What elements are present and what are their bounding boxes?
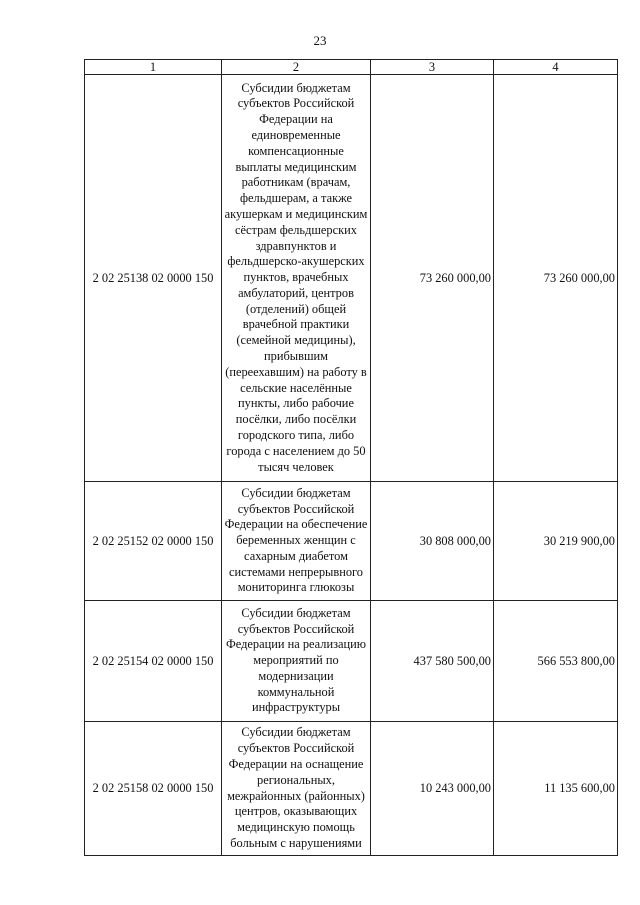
column-header-4: 4 (494, 60, 618, 75)
amount-column-3: 73 260 000,00 (371, 75, 494, 482)
amount-column-4: 30 219 900,00 (494, 482, 618, 601)
budget-code: 2 02 25158 02 0000 150 (85, 722, 222, 856)
budget-code: 2 02 25154 02 0000 150 (85, 601, 222, 722)
amount-column-4: 566 553 800,00 (494, 601, 618, 722)
budget-table (84, 59, 618, 856)
page-number: 23 (313, 33, 327, 48)
budget-code: 2 02 25152 02 0000 150 (85, 482, 222, 601)
table-row (85, 722, 618, 856)
column-header-1: 1 (85, 60, 222, 75)
table-row (85, 75, 618, 482)
subsidy-description: Субсидии бюджетам субъектов Российской Федерации на единовременные компенсационные выплаты медицинским работникам (врачам, фельдшерам, а также акушеркам и медицинским сёстрам фельдшерских здравпунктов и фельдшерско-акушерских пунктов, врачебных амбулаторий, центров (отделений) общей врачебной практики (семейной медицины), прибывшим (переехавшим) на работу в сельские населённые пункты, либо рабочие посёлки, либо посёлки городского типа, либо города с населением до 50 тысяч человек (222, 75, 371, 482)
table-row (85, 482, 618, 601)
column-header-3: 3 (371, 60, 494, 75)
subsidy-description: Субсидии бюджетам субъектов Российской Федерации на реализацию мероприятий по модернизации коммунальной инфраструктуры (222, 601, 371, 722)
amount-column-3: 437 580 500,00 (371, 601, 494, 722)
budget-code: 2 02 25138 02 0000 150 (85, 75, 222, 482)
column-header-2: 2 (222, 60, 371, 75)
amount-column-3: 10 243 000,00 (371, 722, 494, 856)
subsidy-description: Субсидии бюджетам субъектов Российской Федерации на оснащение региональных, межрайонных (районных) центров, оказывающих медицинскую помощь больным с нарушениями (222, 722, 371, 856)
subsidy-description: Субсидии бюджетам субъектов Российской Федерации на обеспечение беременных женщин с сахарным диабетом системами непрерывного мониторинга глюкозы (222, 482, 371, 601)
amount-column-4: 11 135 600,00 (494, 722, 618, 856)
table-row (85, 601, 618, 722)
table-header-row (85, 60, 618, 75)
amount-column-3: 30 808 000,00 (371, 482, 494, 601)
amount-column-4: 73 260 000,00 (494, 75, 618, 482)
